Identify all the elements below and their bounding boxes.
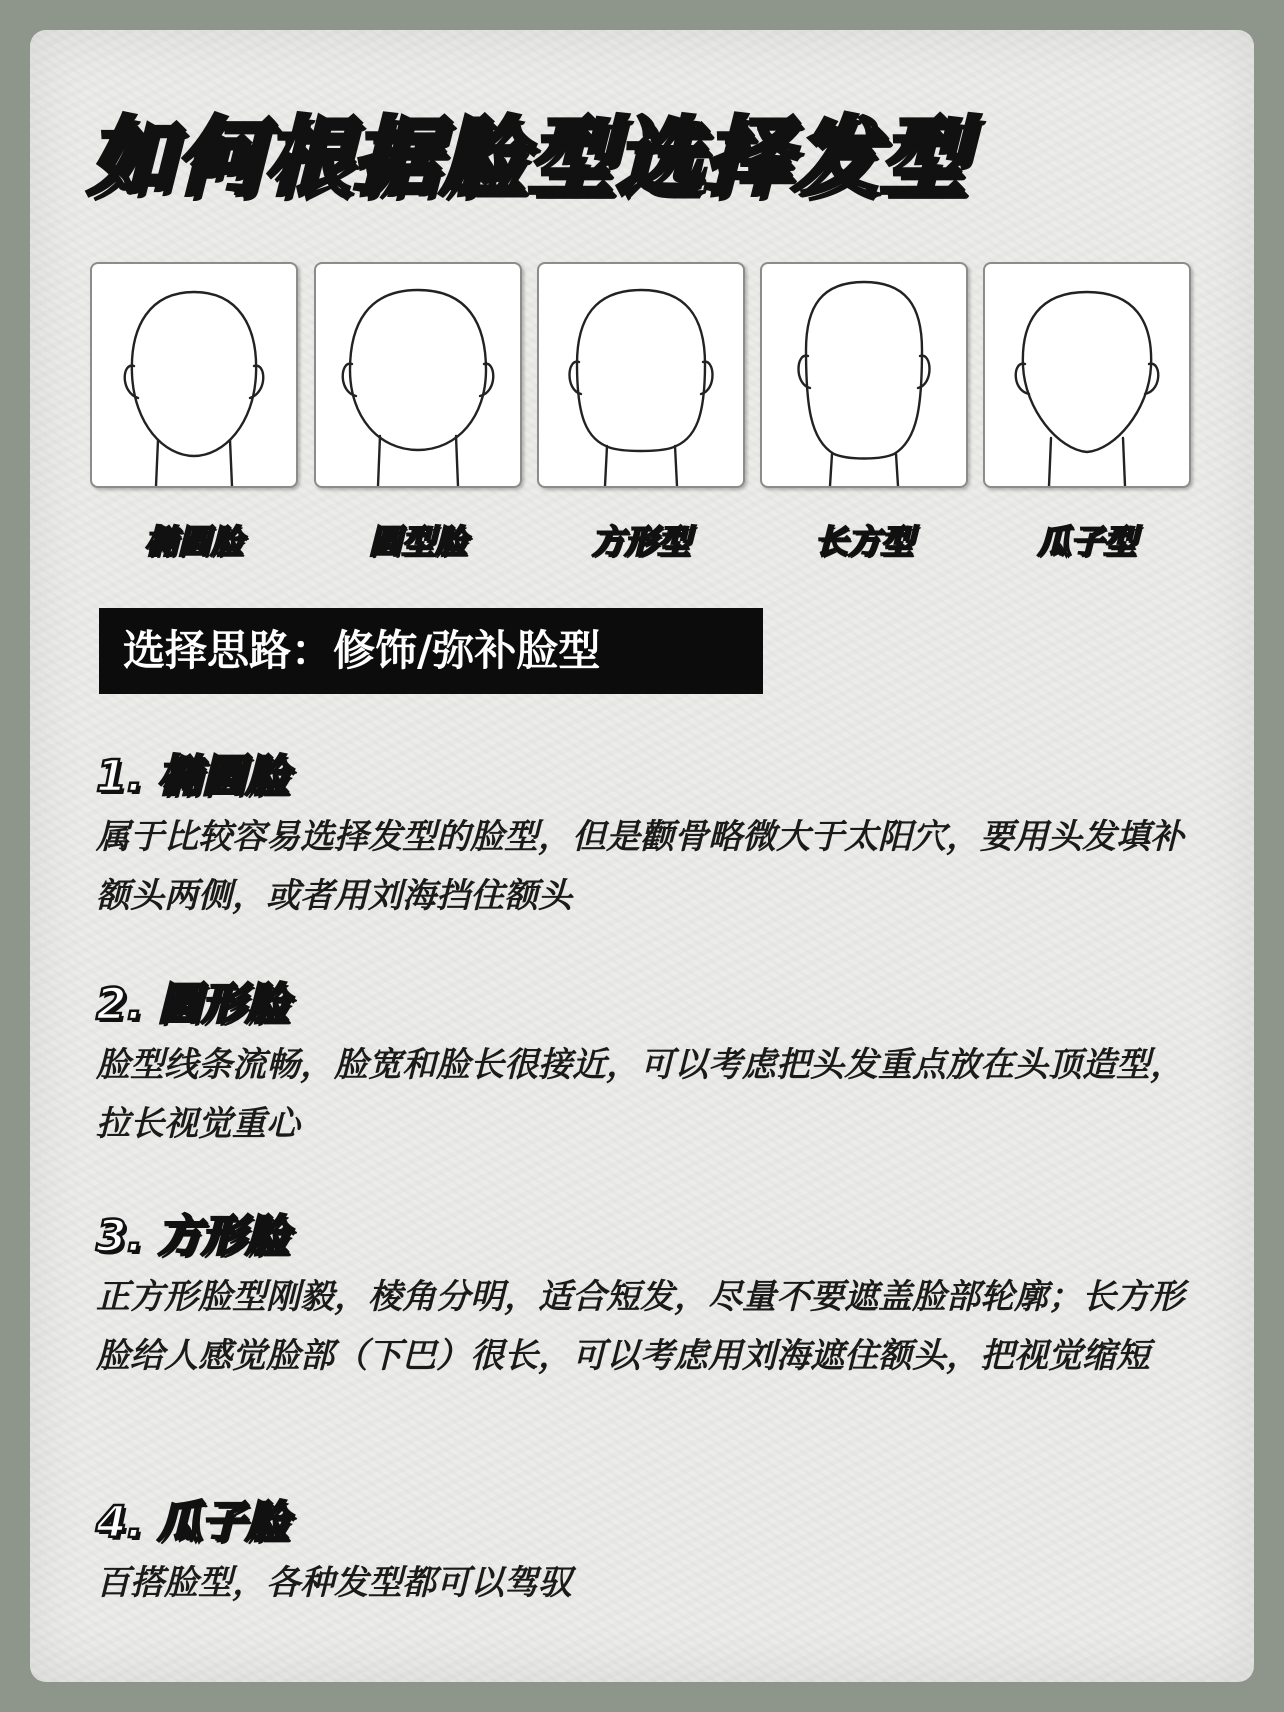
section-title: 瓜子脸 bbox=[157, 1497, 290, 1548]
section-number: 3. bbox=[96, 1211, 144, 1262]
section-heart bbox=[96, 1494, 1196, 1613]
section-body: 属于比较容易选择发型的脸型，但是颧骨略微大于太阳穴，要用头发填补额头两侧，或者用刘海挡住额头 bbox=[96, 817, 1184, 916]
face-card-round bbox=[314, 262, 522, 563]
rectangle-face-outline-icon bbox=[762, 264, 966, 486]
strategy-banner: 选择思路：修饰/弥补脸型 bbox=[99, 608, 763, 694]
section-title: 椭圆脸 bbox=[157, 751, 290, 802]
section-number: 2. bbox=[96, 979, 144, 1030]
page-title: 如何根据脸型选择发型 bbox=[88, 108, 968, 208]
section-body: 正方形脸型刚毅，棱角分明，适合短发，尽量不要遮盖脸部轮廓；长方形脸给人感觉脸部（下巴）很长，可以考虑用刘海遮住额头，把视觉缩短 bbox=[96, 1277, 1184, 1376]
section-title: 圆形脸 bbox=[157, 979, 290, 1030]
face-label: 椭圆脸 bbox=[144, 522, 244, 561]
face-frame bbox=[90, 262, 298, 488]
face-label: 圆型脸 bbox=[368, 522, 468, 561]
face-frame bbox=[983, 262, 1191, 488]
section-heading bbox=[96, 748, 1196, 806]
heart-face-outline-icon bbox=[985, 264, 1189, 486]
face-card-rectangle bbox=[760, 262, 968, 563]
face-label: 瓜子型 bbox=[1037, 522, 1137, 561]
square-face-outline-icon bbox=[539, 264, 743, 486]
section-number: 1. bbox=[96, 751, 144, 802]
face-card-square bbox=[537, 262, 745, 563]
section-number: 4. bbox=[96, 1497, 144, 1548]
section-oval bbox=[96, 748, 1196, 926]
face-frame bbox=[760, 262, 968, 488]
section-round bbox=[96, 976, 1196, 1154]
section-body: 脸型线条流畅，脸宽和脸长很接近，可以考虑把头发重点放在头顶造型，拉长视觉重心 bbox=[96, 1045, 1184, 1144]
face-card-heart bbox=[983, 262, 1191, 563]
section-heading bbox=[96, 1208, 1196, 1266]
face-label: 方形型 bbox=[591, 522, 691, 561]
face-card-oval bbox=[90, 262, 298, 563]
face-frame bbox=[537, 262, 745, 488]
section-heading bbox=[96, 976, 1196, 1034]
section-square bbox=[96, 1208, 1196, 1386]
round-face-outline-icon bbox=[316, 264, 520, 486]
section-heading bbox=[96, 1494, 1196, 1552]
section-title: 方形脸 bbox=[157, 1211, 290, 1262]
section-body: 百搭脸型，各种发型都可以驾驭 bbox=[96, 1563, 572, 1603]
face-frame bbox=[314, 262, 522, 488]
oval-face-outline-icon bbox=[92, 264, 296, 486]
face-shape-gallery bbox=[90, 262, 1194, 562]
face-label: 长方型 bbox=[814, 522, 914, 561]
